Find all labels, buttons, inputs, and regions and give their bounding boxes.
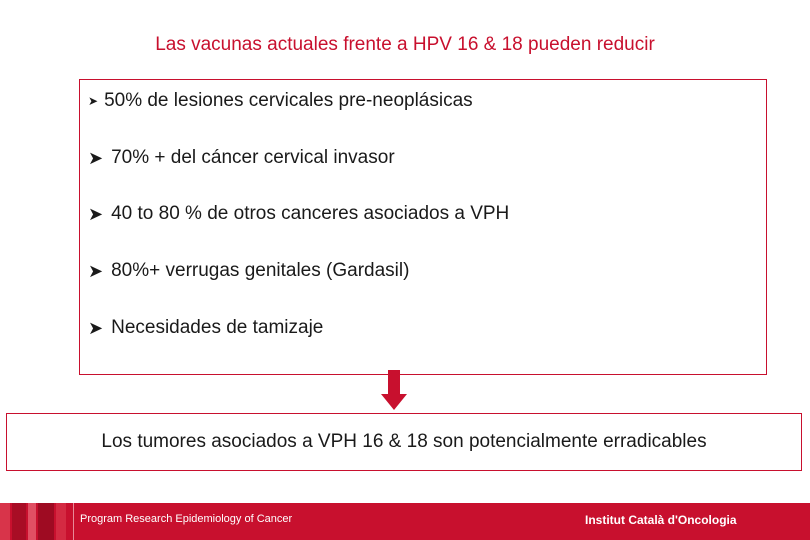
arrow-bullet-icon: ➤ bbox=[88, 147, 104, 168]
footer-institution-label: Institut Català d'Oncologia bbox=[585, 513, 737, 527]
bullet-text: 50% de lesiones cervicales pre-neoplásicas bbox=[104, 90, 473, 111]
bullet-text: 70% + del cáncer cervical invasor bbox=[111, 147, 395, 168]
footer-program-label: Program Research Epidemiology of Cancer bbox=[80, 513, 293, 525]
down-arrow-icon bbox=[381, 370, 407, 410]
slide-title: Las vacunas actuales frente a HPV 16 & 18 pueden reducir bbox=[155, 34, 655, 55]
footer-stripe bbox=[12, 503, 26, 540]
arrow-bullet-icon: ➤ bbox=[88, 317, 104, 338]
conclusion-text: Los tumores asociados a VPH 16 & 18 son potencialmente erradicables bbox=[101, 431, 707, 452]
footer-stripe bbox=[0, 503, 10, 540]
bullet-text: Necesidades de tamizaje bbox=[111, 317, 324, 338]
footer-divider bbox=[73, 503, 74, 540]
arrow-bullet-icon: ➤ bbox=[88, 203, 104, 224]
arrow-bullet-icon: ➤ bbox=[88, 260, 104, 281]
bullet-item bbox=[88, 147, 395, 169]
footer-stripe bbox=[28, 503, 36, 540]
bullet-text: 40 to 80 % de otros canceres asociados a VPH bbox=[111, 203, 510, 224]
conclusion-box bbox=[6, 413, 802, 471]
bullet-item bbox=[88, 90, 473, 112]
footer-stripe bbox=[56, 503, 66, 540]
bullet-item bbox=[88, 317, 323, 339]
bullet-item bbox=[88, 203, 509, 225]
arrow-bullet-icon: ➤ bbox=[88, 94, 99, 108]
bullet-text: 80%+ verrugas genitales (Gardasil) bbox=[111, 260, 410, 281]
bullet-item bbox=[88, 260, 409, 282]
footer-stripe bbox=[38, 503, 54, 540]
